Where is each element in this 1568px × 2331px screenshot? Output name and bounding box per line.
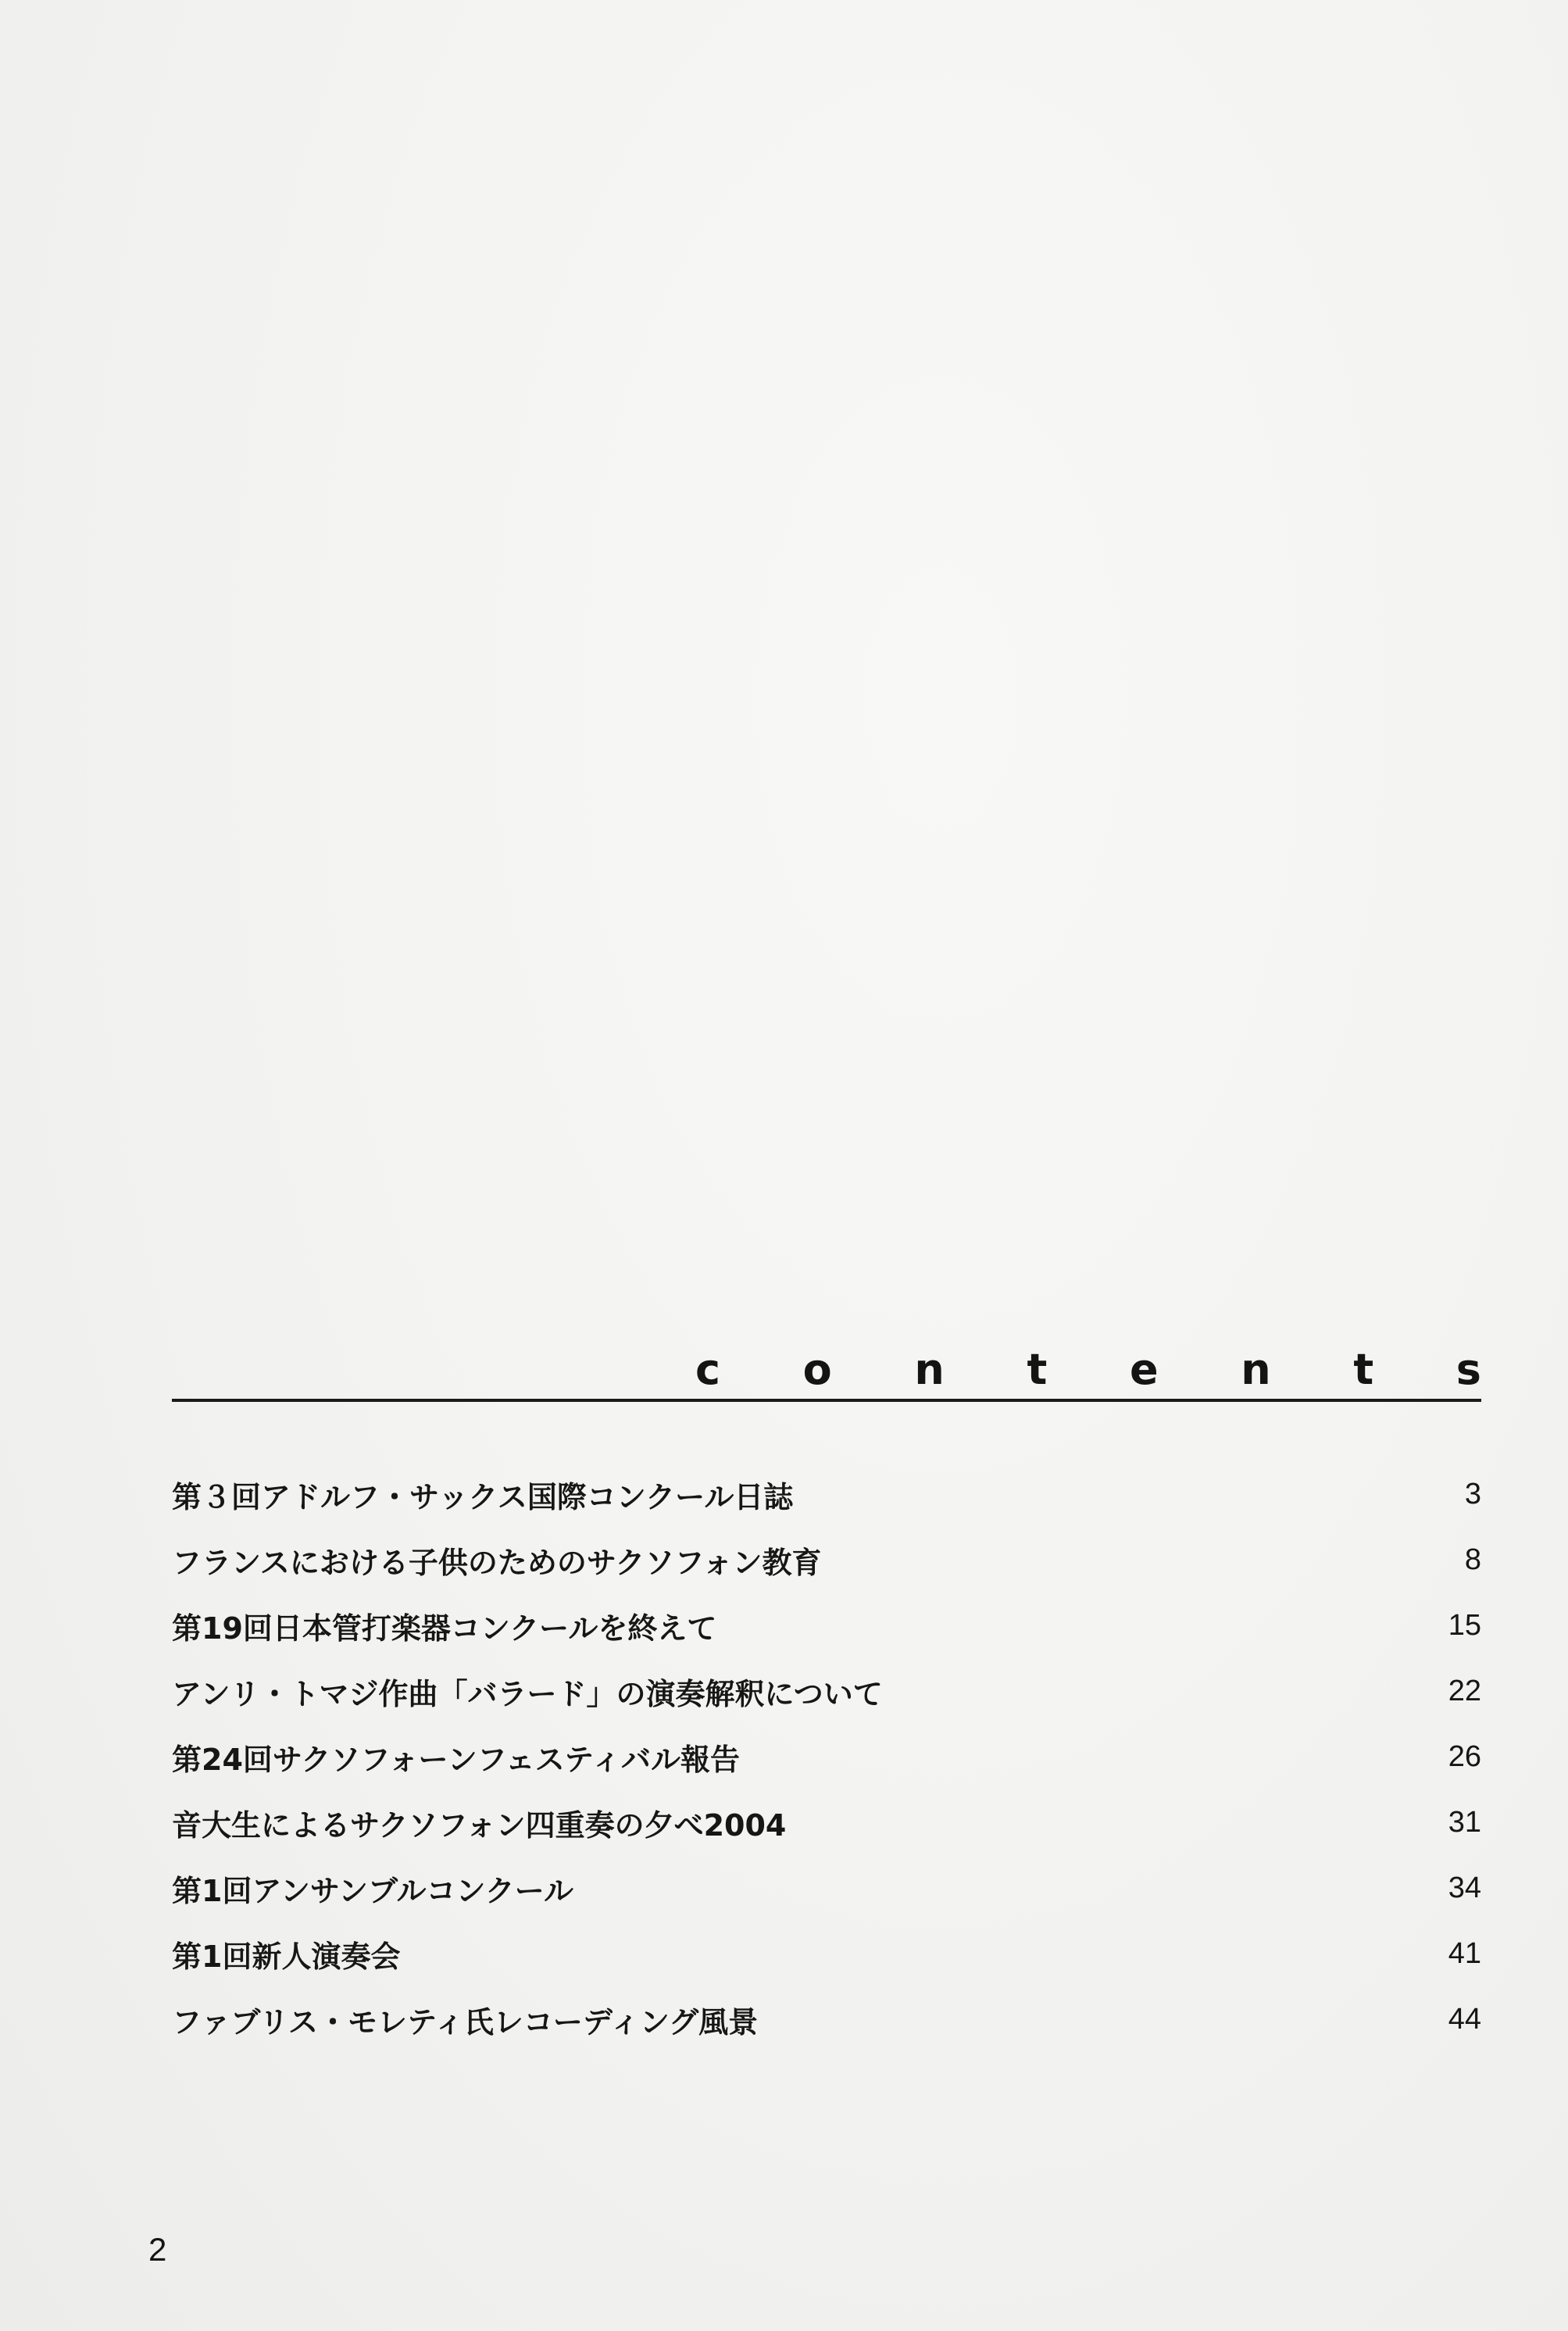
toc-entry-title: 第1回アンサンブルコンクール	[172, 1873, 573, 1908]
heading-letter: o	[802, 1345, 832, 1394]
toc-entry[interactable]	[172, 1855, 1481, 1921]
toc-entry[interactable]	[172, 1724, 1481, 1789]
contents-heading	[172, 1328, 1481, 1394]
toc-entry-title: アンリ・トマジ作曲「バラード」の演奏解釈について	[172, 1676, 883, 1711]
toc-entry[interactable]	[172, 1789, 1481, 1855]
toc-entry[interactable]	[172, 1986, 1481, 2052]
toc-entry-title: 音大生によるサクソフォン四重奏の夕べ2004	[172, 1807, 787, 1843]
toc-entry-page: 44	[1448, 2002, 1481, 2036]
heading-rule	[172, 1399, 1481, 1402]
heading-letter: s	[1455, 1345, 1481, 1394]
toc-entry-page: 31	[1448, 1805, 1481, 1839]
toc-entry[interactable]	[172, 1593, 1481, 1658]
toc-entry-page: 34	[1448, 1871, 1481, 1904]
toc-entry[interactable]	[172, 1527, 1481, 1593]
contents-word	[695, 1345, 1481, 1394]
toc-entry[interactable]	[172, 1921, 1481, 1986]
heading-letter: e	[1129, 1345, 1159, 1394]
toc-entry-title: 第19回日本管打楽器コンクールを終えて	[172, 1611, 717, 1646]
toc-entry[interactable]	[172, 1658, 1481, 1724]
table-of-contents	[172, 1461, 1481, 2052]
heading-letter: n	[914, 1345, 945, 1394]
toc-entry-page: 3	[1464, 1477, 1481, 1511]
toc-entry-title: ファブリス・モレティ氏レコーディング風景	[172, 2004, 759, 2040]
toc-entry-page: 26	[1448, 1739, 1481, 1773]
toc-entry-title: 第３回アドルフ・サックス国際コンクール日誌	[172, 1479, 794, 1514]
heading-letter: t	[1353, 1345, 1374, 1394]
toc-entry-page: 41	[1448, 1936, 1481, 1970]
toc-entry-title: フランスにおける子供のためのサクソフォン教育	[172, 1545, 822, 1580]
page-number: 2	[148, 2231, 167, 2268]
toc-entry-page: 8	[1464, 1543, 1481, 1576]
toc-entry-page: 22	[1448, 1674, 1481, 1707]
heading-letter: c	[695, 1345, 721, 1394]
toc-entry-title: 第1回新人演奏会	[172, 1939, 401, 1974]
toc-entry-page: 15	[1448, 1608, 1481, 1642]
heading-letter: t	[1027, 1345, 1048, 1394]
heading-letter: n	[1241, 1345, 1271, 1394]
toc-entry[interactable]	[172, 1461, 1481, 1527]
toc-entry-title: 第24回サクソフォーンフェスティバル報告	[172, 1742, 741, 1777]
